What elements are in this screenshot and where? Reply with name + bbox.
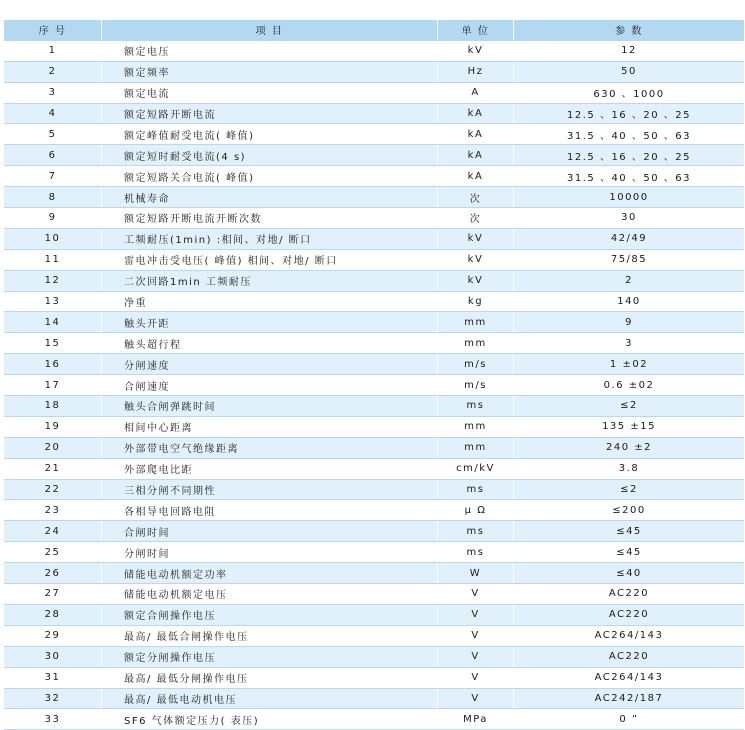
row-item-cell: 额定合闸操作电压 [102, 604, 438, 625]
table-row [4, 500, 744, 521]
row-no-cell: 3 [4, 82, 102, 103]
row-no-cell: 13 [4, 291, 102, 312]
row-item-cell: 机械寿命 [102, 187, 438, 208]
row-item-cell: 储能电动机额定电压 [102, 584, 438, 605]
header-unit: 单 位 [438, 20, 514, 40]
table-row [4, 333, 744, 354]
row-param-cell: ≤45 [514, 521, 745, 542]
table-header-row [4, 20, 744, 40]
table-row [4, 437, 744, 458]
row-param-cell: 31.5 、40 、50 、63 [514, 124, 745, 145]
row-no-cell: 21 [4, 458, 102, 479]
row-param-cell: 12.5 、16 、20 、25 [514, 145, 745, 166]
row-item-cell: 外部爬电比距 [102, 458, 438, 479]
row-no-cell: 31 [4, 667, 102, 688]
row-unit-cell: mm [438, 333, 514, 354]
row-item-cell: 额定频率 [102, 61, 438, 82]
table-row [4, 584, 744, 605]
row-item-cell: 储能电动机额定功率 [102, 563, 438, 584]
table-row [4, 396, 744, 417]
row-item-cell: 最高/ 最低电动机电压 [102, 688, 438, 709]
row-param-cell: 31.5 、40 、50 、63 [514, 166, 745, 187]
row-unit-cell: kA [438, 166, 514, 187]
row-unit-cell: kA [438, 145, 514, 166]
row-item-cell: 二次回路1min 工频耐压 [102, 270, 438, 291]
table-row [4, 124, 744, 145]
row-unit-cell: μ Ω [438, 500, 514, 521]
spec-table [4, 20, 744, 730]
row-no-cell: 28 [4, 604, 102, 625]
row-param-cell: 42/49 [514, 228, 745, 249]
row-param-cell: 630 、1000 [514, 82, 745, 103]
row-unit-cell: kA [438, 103, 514, 124]
row-unit-cell: 次 [438, 187, 514, 208]
table-row [4, 166, 744, 187]
row-item-cell: 分闸时间 [102, 542, 438, 563]
table-row [4, 375, 744, 396]
table-row [4, 604, 744, 625]
row-item-cell: 净重 [102, 291, 438, 312]
table-row [4, 458, 744, 479]
row-param-cell: ≤2 [514, 396, 745, 417]
row-unit-cell: V [438, 667, 514, 688]
row-no-cell: 19 [4, 416, 102, 437]
row-unit-cell: mm [438, 437, 514, 458]
table-row [4, 61, 744, 82]
table-row [4, 709, 744, 730]
row-no-cell: 7 [4, 166, 102, 187]
row-unit-cell: kg [438, 291, 514, 312]
row-no-cell: 2 [4, 61, 102, 82]
row-item-cell: 各相导电回路电阻 [102, 500, 438, 521]
row-item-cell: 额定短路开断电流开断次数 [102, 208, 438, 229]
table-row [4, 82, 744, 103]
table-row [4, 228, 744, 249]
row-no-cell: 20 [4, 437, 102, 458]
row-unit-cell: W [438, 563, 514, 584]
row-item-cell: 触头开距 [102, 312, 438, 333]
row-unit-cell: kV [438, 228, 514, 249]
row-param-cell: 140 [514, 291, 745, 312]
row-no-cell: 6 [4, 145, 102, 166]
row-param-cell: 135 ±15 [514, 416, 745, 437]
row-item-cell: 触头超行程 [102, 333, 438, 354]
row-unit-cell: V [438, 604, 514, 625]
row-param-cell: 75/85 [514, 249, 745, 270]
row-param-cell: 30 [514, 208, 745, 229]
row-unit-cell: mm [438, 416, 514, 437]
row-unit-cell: A [438, 82, 514, 103]
row-item-cell: 额定分闸操作电压 [102, 646, 438, 667]
row-param-cell: 3 [514, 333, 745, 354]
header-param: 参 数 [514, 20, 745, 40]
row-no-cell: 14 [4, 312, 102, 333]
row-item-cell: 工频耐压(1min) :相间、对地/ 断口 [102, 228, 438, 249]
row-no-cell: 11 [4, 249, 102, 270]
table-row [4, 354, 744, 375]
table-row [4, 103, 744, 124]
row-param-cell: ≤2 [514, 479, 745, 500]
row-item-cell: 相间中心距离 [102, 416, 438, 437]
row-item-cell: SF6 气体额定压力( 表压) [102, 709, 438, 730]
row-no-cell: 29 [4, 625, 102, 646]
row-param-cell: ≤200 [514, 500, 745, 521]
row-item-cell: 额定电流 [102, 82, 438, 103]
row-param-cell: 240 ±2 [514, 437, 745, 458]
row-param-cell: 1 ±02 [514, 354, 745, 375]
table-row [4, 479, 744, 500]
row-unit-cell: 次 [438, 208, 514, 229]
row-item-cell: 最高/ 最低合闸操作电压 [102, 625, 438, 646]
table-body [4, 40, 744, 729]
row-no-cell: 18 [4, 396, 102, 417]
row-param-cell: 12 [514, 40, 745, 61]
row-no-cell: 4 [4, 103, 102, 124]
table-row [4, 625, 744, 646]
table-row [4, 521, 744, 542]
table-row [4, 542, 744, 563]
row-unit-cell: mm [438, 312, 514, 333]
row-no-cell: 8 [4, 187, 102, 208]
row-no-cell: 33 [4, 709, 102, 730]
table-row [4, 563, 744, 584]
row-item-cell: 额定短路开断电流 [102, 103, 438, 124]
row-param-cell: ≤45 [514, 542, 745, 563]
row-no-cell: 27 [4, 584, 102, 605]
row-no-cell: 16 [4, 354, 102, 375]
table-row [4, 40, 744, 61]
row-no-cell: 9 [4, 208, 102, 229]
row-param-cell: 0.6 ±02 [514, 375, 745, 396]
row-param-cell: AC220 [514, 646, 745, 667]
row-no-cell: 22 [4, 479, 102, 500]
row-param-cell: 3.8 [514, 458, 745, 479]
row-no-cell: 1 [4, 40, 102, 61]
row-unit-cell: kA [438, 124, 514, 145]
row-unit-cell: Hz [438, 61, 514, 82]
row-unit-cell: m/s [438, 375, 514, 396]
row-item-cell: 最高/ 最低分闸操作电压 [102, 667, 438, 688]
row-unit-cell: kV [438, 40, 514, 61]
row-param-cell: AC220 [514, 604, 745, 625]
row-param-cell: 50 [514, 61, 745, 82]
row-unit-cell: V [438, 646, 514, 667]
table-row [4, 291, 744, 312]
row-no-cell: 25 [4, 542, 102, 563]
row-no-cell: 12 [4, 270, 102, 291]
header-item: 项 目 [102, 20, 438, 40]
row-unit-cell: MPa [438, 709, 514, 730]
table-row [4, 208, 744, 229]
row-unit-cell: kV [438, 270, 514, 291]
row-item-cell: 外部带电空气绝缘距离 [102, 437, 438, 458]
row-param-cell: AC264/143 [514, 625, 745, 646]
row-unit-cell: m/s [438, 354, 514, 375]
row-item-cell: 合闸速度 [102, 375, 438, 396]
row-no-cell: 32 [4, 688, 102, 709]
row-item-cell: 合闸时间 [102, 521, 438, 542]
table-row [4, 249, 744, 270]
row-unit-cell: ms [438, 479, 514, 500]
row-param-cell: AC264/143 [514, 667, 745, 688]
row-no-cell: 10 [4, 228, 102, 249]
row-unit-cell: V [438, 584, 514, 605]
row-unit-cell: ms [438, 542, 514, 563]
table-row [4, 312, 744, 333]
table-row [4, 187, 744, 208]
row-unit-cell: cm/kV [438, 458, 514, 479]
row-item-cell: 额定短路关合电流( 峰值) [102, 166, 438, 187]
row-param-cell: ≤40 [514, 563, 745, 584]
row-no-cell: 23 [4, 500, 102, 521]
row-no-cell: 15 [4, 333, 102, 354]
row-item-cell: 额定峰值耐受电流( 峰值) [102, 124, 438, 145]
row-param-cell: AC220 [514, 584, 745, 605]
row-param-cell: 12.5 、16 、20 、25 [514, 103, 745, 124]
table-row [4, 688, 744, 709]
row-param-cell: 2 [514, 270, 745, 291]
row-param-cell: 10000 [514, 187, 745, 208]
row-item-cell: 触头合闸弹跳时间 [102, 396, 438, 417]
table-row [4, 270, 744, 291]
row-item-cell: 三相分闸不同期性 [102, 479, 438, 500]
row-param-cell: 0 ” [514, 709, 745, 730]
row-param-cell: AC242/187 [514, 688, 745, 709]
row-item-cell: 额定电压 [102, 40, 438, 61]
header-no: 序 号 [4, 20, 102, 40]
row-unit-cell: V [438, 688, 514, 709]
table-row [4, 416, 744, 437]
table-row [4, 646, 744, 667]
row-no-cell: 26 [4, 563, 102, 584]
row-param-cell: 9 [514, 312, 745, 333]
row-unit-cell: kV [438, 249, 514, 270]
row-unit-cell: V [438, 625, 514, 646]
row-unit-cell: ms [438, 396, 514, 417]
row-item-cell: 雷电冲击受电压( 峰值) 相间、对地/ 断口 [102, 249, 438, 270]
table-row [4, 667, 744, 688]
spec-table-container [4, 20, 741, 730]
row-no-cell: 30 [4, 646, 102, 667]
row-no-cell: 5 [4, 124, 102, 145]
row-item-cell: 分闸速度 [102, 354, 438, 375]
row-item-cell: 额定短时耐受电流(4 s) [102, 145, 438, 166]
row-no-cell: 24 [4, 521, 102, 542]
row-unit-cell: ms [438, 521, 514, 542]
row-no-cell: 17 [4, 375, 102, 396]
table-row [4, 145, 744, 166]
